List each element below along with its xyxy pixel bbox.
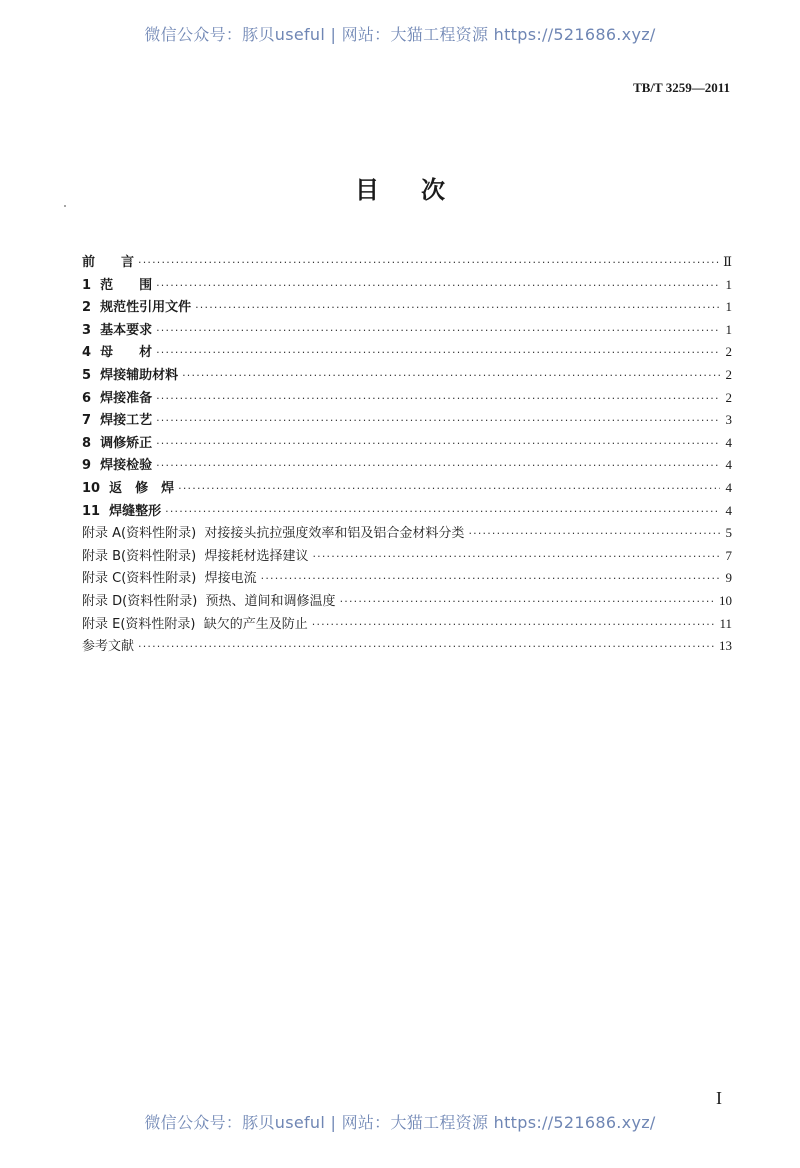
toc-entry-page: 2 xyxy=(725,366,732,382)
toc-entry-page: 4 xyxy=(725,479,732,495)
toc-entry-page: 1 xyxy=(725,276,732,292)
toc-entry-label: 1 范 围 xyxy=(82,277,153,293)
watermark-top: 微信公众号：豚贝useful | 网站：大猫工程资源 https://521686.xyz/ xyxy=(144,25,656,44)
toc-entry-appendix-e[interactable] xyxy=(82,613,732,636)
toc-entry-repair-welding[interactable] xyxy=(82,477,732,500)
toc-entry-page: Ⅱ xyxy=(723,254,732,269)
toc-entry-label: 参考文献 xyxy=(82,639,135,655)
toc-dot-leader xyxy=(165,501,720,524)
toc-dot-leader xyxy=(156,320,720,343)
toc-entry-label: 8 调修矫正 xyxy=(82,435,153,451)
toc-entry-page: 11 xyxy=(719,615,732,631)
toc-entry-bibliography[interactable] xyxy=(82,635,732,658)
toc-entry-label: 11 焊缝整形 xyxy=(82,503,162,519)
toc-entry-label: 5 焊接辅助材料 xyxy=(82,367,179,383)
toc-dot-leader xyxy=(261,568,720,591)
toc-entry-page: 5 xyxy=(725,525,732,541)
toc-dot-leader xyxy=(156,455,720,478)
toc-entry-appendix-c[interactable] xyxy=(82,567,732,590)
toc-dot-leader xyxy=(138,252,719,275)
toc-dot-leader xyxy=(156,433,720,456)
toc-dot-leader xyxy=(156,410,720,433)
toc-entry-page: 4 xyxy=(725,502,732,518)
toc-entry-welding-consumables[interactable] xyxy=(82,364,732,387)
toc-dot-leader xyxy=(340,591,715,614)
toc-dot-leader xyxy=(156,342,720,365)
page-title: 目次 xyxy=(355,176,487,204)
toc-entry-label: 前 言 xyxy=(82,255,135,270)
toc-entry-label: 2 规范性引用文件 xyxy=(82,300,192,316)
toc-entry-label: 附录 E(资料性附录) 缺欠的产生及防止 xyxy=(82,616,308,632)
toc-entry-basic-requirements[interactable] xyxy=(82,319,732,342)
toc-entry-page: 1 xyxy=(725,299,732,315)
toc-entry-base-material[interactable] xyxy=(82,341,732,364)
toc-entry-page: 1 xyxy=(725,321,732,337)
toc-entry-page: 13 xyxy=(719,638,732,654)
toc-entry-page: 3 xyxy=(725,412,732,428)
toc-entry-page: 4 xyxy=(725,434,732,450)
toc-entry-label: 7 焊接工艺 xyxy=(82,413,153,429)
toc-entry-weld-shaping[interactable] xyxy=(82,500,732,523)
toc-entry-welding-preparation[interactable] xyxy=(82,387,732,410)
toc-entry-label: 附录 A(资料性附录) 对接接头抗拉强度效率和铝及铝合金材料分类 xyxy=(82,526,465,542)
toc-entry-straightening[interactable] xyxy=(82,432,732,455)
toc-entry-weld-inspection[interactable] xyxy=(82,454,732,477)
toc-entry-normative-references[interactable] xyxy=(82,296,732,319)
toc-entry-appendix-d[interactable] xyxy=(82,590,732,613)
scan-speck xyxy=(64,205,66,207)
toc-dot-leader xyxy=(195,297,720,320)
document-code: TB/T 3259—2011 xyxy=(633,80,730,95)
toc-entry-scope[interactable] xyxy=(82,274,732,297)
toc-entry-label: 4 母 材 xyxy=(82,345,153,361)
toc-entry-label: 3 基本要求 xyxy=(82,322,153,338)
toc-entry-label: 附录 D(资料性附录) 预热、道间和调修温度 xyxy=(82,593,336,609)
toc-entry-appendix-b[interactable] xyxy=(82,545,732,568)
toc-dot-leader xyxy=(156,388,720,411)
toc-entry-page: 4 xyxy=(725,457,732,473)
toc-dot-leader xyxy=(156,275,720,298)
toc-dot-leader xyxy=(312,546,720,569)
toc-entry-welding-process[interactable] xyxy=(82,409,732,432)
toc-entry-page: 7 xyxy=(725,547,732,563)
toc-entry-appendix-a[interactable] xyxy=(82,522,732,545)
toc-dot-leader xyxy=(182,365,720,388)
toc-entry-label: 6 焊接准备 xyxy=(82,390,153,406)
toc-dot-leader xyxy=(468,523,720,546)
toc-dot-leader xyxy=(312,614,716,637)
toc-entry-label: 附录 B(资料性附录) 焊接耗材选择建议 xyxy=(82,548,309,564)
toc-entry-foreword[interactable] xyxy=(82,251,732,274)
toc-entry-page: 9 xyxy=(725,570,732,586)
page-number: I xyxy=(716,1088,722,1108)
toc-entry-page: 10 xyxy=(719,592,732,608)
toc-dot-leader xyxy=(138,636,715,659)
toc-entry-label: 附录 C(资料性附录) 焊接电流 xyxy=(82,571,257,587)
toc-dot-leader xyxy=(178,478,720,501)
table-of-contents xyxy=(82,251,732,658)
watermark-bottom: 微信公众号：豚贝useful | 网站：大猫工程资源 https://521686.xyz/ xyxy=(144,1113,656,1132)
toc-entry-label: 9 焊接检验 xyxy=(82,458,153,474)
toc-entry-page: 2 xyxy=(725,389,732,405)
toc-entry-page: 2 xyxy=(725,344,732,360)
toc-entry-label: 10 返 修 焊 xyxy=(82,480,175,496)
